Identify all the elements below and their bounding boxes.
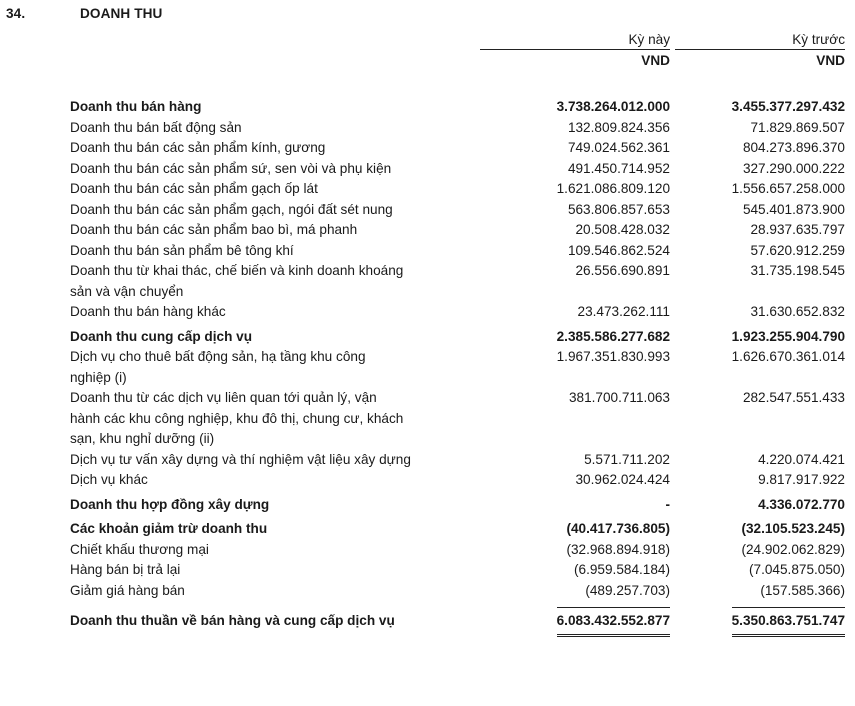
current-value: [500, 261, 670, 282]
table-row: [70, 540, 845, 561]
current-value: [500, 347, 670, 368]
previous-value-text: 3.455.377.297.432: [731, 99, 845, 114]
row-label: sản và vận chuyển: [70, 283, 184, 299]
previous-value-text: (24.902.062.829): [741, 541, 845, 557]
table-row: [70, 220, 845, 241]
previous-value-text: 9.817.917.922: [758, 472, 845, 487]
current-value: [500, 495, 670, 516]
previous-value: [670, 261, 845, 282]
current-value: [500, 97, 670, 118]
row-label: Doanh thu hợp đồng xây dựng: [70, 496, 270, 512]
current-value: [500, 200, 670, 221]
current-value-text: 381.700.711.063: [568, 390, 670, 405]
section-heading: [6, 6, 162, 21]
row-label: nghiệp (i): [70, 369, 127, 385]
current-value-text: 109.546.862.524: [567, 242, 670, 258]
current-value-text: 749.024.562.361: [567, 140, 670, 155]
current-value-text: 30.962.024.424: [575, 472, 670, 487]
table-row: [70, 450, 845, 471]
current-value: [500, 607, 670, 637]
table-row: [70, 347, 845, 368]
current-value-text: 491.450.714.952: [567, 160, 670, 176]
table-row: [70, 159, 845, 180]
previous-value-text: 71.829.869.507: [750, 119, 845, 135]
table-row: [70, 388, 845, 409]
row-label: Doanh thu từ khai thác, chế biến và kinh doanh khoáng: [70, 263, 404, 278]
current-value: [500, 241, 670, 262]
previous-value: [670, 540, 845, 561]
row-label: Doanh thu bán bất động sản: [70, 119, 242, 135]
current-value-text: (32.968.894.918): [566, 541, 670, 557]
previous-value: [670, 560, 845, 581]
current-value: [500, 450, 670, 471]
previous-value-text: 4.336.072.770: [758, 496, 845, 512]
row-label: Dịch vụ cho thuê bất động sản, hạ tầng khu công: [70, 349, 366, 364]
current-value: [500, 220, 670, 241]
table-row: [70, 138, 845, 159]
previous-value: [670, 159, 845, 180]
row-label: Doanh thu cung cấp dịch vụ: [70, 328, 253, 344]
table-row: [70, 470, 845, 491]
revenue-table: [70, 97, 845, 637]
previous-value-text: 31.735.198.545: [750, 263, 845, 278]
previous-value: [670, 495, 845, 516]
previous-value-text: 1.923.255.904.790: [731, 328, 845, 344]
previous-period-label: Kỳ trước: [675, 32, 845, 50]
table-row: [70, 429, 845, 450]
previous-value: [670, 179, 845, 200]
current-value: [500, 581, 670, 602]
current-period-header: [480, 32, 670, 68]
current-value-text: 1.621.086.809.120: [556, 181, 670, 196]
row-label: Các khoản giảm trừ doanh thu: [70, 521, 268, 536]
current-value: [500, 470, 670, 491]
current-value-text: 132.809.824.356: [567, 119, 670, 135]
previous-value-text: 31.630.652.832: [750, 304, 845, 319]
previous-value-text: (7.045.875.050): [749, 562, 845, 577]
previous-value-text: (157.585.366): [760, 582, 845, 598]
previous-value-text: 1.626.670.361.014: [731, 349, 845, 364]
table-row: [70, 581, 845, 602]
current-value-text: -: [665, 496, 670, 512]
row-label: Doanh thu bán các sản phẩm kính, gương: [70, 140, 326, 155]
current-value-text: 1.967.351.830.993: [556, 349, 670, 364]
table-row: [70, 179, 845, 200]
table-row: [70, 118, 845, 139]
previous-value-text: 545.401.873.900: [742, 201, 845, 217]
current-period-label: Kỳ này: [480, 32, 670, 50]
previous-value: [670, 220, 845, 241]
current-value: [500, 159, 670, 180]
table-row: [70, 409, 845, 430]
previous-value: [670, 200, 845, 221]
previous-value-text: 1.556.657.258.000: [731, 181, 845, 196]
current-value-text: 5.571.711.202: [584, 451, 670, 467]
table-row: [70, 97, 845, 118]
row-label: Doanh thu bán hàng: [70, 99, 202, 114]
current-value-text: 6.083.432.552.877: [557, 607, 670, 637]
section-number: 34.: [6, 6, 26, 21]
previous-value: [670, 138, 845, 159]
row-label: Chiết khấu thương mại: [70, 541, 209, 557]
previous-value-text: 282.547.551.433: [742, 390, 845, 405]
table-row: [70, 261, 845, 282]
table-row: [70, 368, 845, 389]
previous-value: [670, 347, 845, 368]
previous-value: [670, 241, 845, 262]
row-label: Doanh thu bán các sản phẩm gạch ốp lát: [70, 181, 318, 196]
current-value-text: 2.385.586.277.682: [556, 328, 670, 344]
current-period-unit: VND: [641, 53, 670, 68]
current-value: [500, 302, 670, 323]
current-value: [500, 327, 670, 348]
table-row: [70, 519, 845, 540]
previous-value: [670, 519, 845, 540]
current-value: [500, 179, 670, 200]
previous-value-text: 804.273.896.370: [742, 140, 845, 155]
table-row: [70, 327, 845, 348]
row-label: Doanh thu bán hàng khác: [70, 304, 226, 319]
current-value: [500, 138, 670, 159]
current-value-text: (489.257.703): [585, 582, 670, 598]
previous-value: [670, 327, 845, 348]
row-label: Doanh thu bán sản phẩm bê tông khí: [70, 242, 294, 258]
row-label: Dịch vụ tư vấn xây dựng và thí nghiệm vật liệu xây dựng: [70, 451, 411, 467]
previous-value-text: 327.290.000.222: [742, 160, 845, 176]
previous-value: [670, 450, 845, 471]
row-label: Hàng bán bị trả lại: [70, 562, 181, 577]
previous-value: [670, 581, 845, 602]
current-value: [500, 519, 670, 540]
current-value-text: (6.959.584.184): [574, 562, 670, 577]
previous-value: [670, 470, 845, 491]
current-value-text: 20.508.428.032: [575, 222, 670, 237]
row-label: sạn, khu nghỉ dưỡng (ii): [70, 431, 215, 446]
table-row: [70, 241, 845, 262]
current-value: [500, 388, 670, 409]
previous-value: [670, 388, 845, 409]
row-label: Doanh thu thuần về bán hàng và cung cấp dịch vụ: [70, 613, 395, 628]
table-row: [70, 495, 845, 516]
previous-value-text: 4.220.074.421: [758, 451, 845, 467]
section-title: DOANH THU: [80, 6, 163, 21]
current-value: [500, 118, 670, 139]
previous-value-text: 57.620.912.259: [750, 242, 845, 258]
current-value-text: 563.806.857.653: [567, 201, 670, 217]
row-label: Doanh thu bán các sản phẩm gạch, ngói đất sét nung: [70, 201, 393, 217]
total-row: [70, 607, 845, 637]
previous-value: [670, 607, 845, 637]
row-label: Dịch vụ khác: [70, 472, 148, 487]
row-label: Doanh thu bán các sản phẩm bao bì, má phanh: [70, 222, 358, 237]
previous-period-header: [675, 32, 845, 68]
row-label: Doanh thu bán các sản phẩm sứ, sen vòi và phụ kiện: [70, 160, 392, 176]
current-value: [500, 540, 670, 561]
row-label: hành các khu công nghiệp, khu đô thị, chung cư, khách: [70, 410, 404, 426]
table-row: [70, 302, 845, 323]
table-row: [70, 282, 845, 303]
current-value-text: (40.417.736.805): [566, 521, 670, 536]
table-row: [70, 560, 845, 581]
previous-value: [670, 97, 845, 118]
table-row: [70, 200, 845, 221]
previous-value-text: (32.105.523.245): [741, 521, 845, 536]
current-value: [500, 560, 670, 581]
previous-value: [670, 302, 845, 323]
previous-value: [670, 118, 845, 139]
current-value-text: 26.556.690.891: [575, 263, 670, 278]
current-value-text: 3.738.264.012.000: [556, 99, 670, 114]
previous-value-text: 5.350.863.751.747: [732, 607, 845, 637]
previous-period-unit: VND: [816, 53, 845, 68]
row-label: Giảm giá hàng bán: [70, 582, 185, 598]
current-value-text: 23.473.262.111: [577, 304, 670, 319]
row-label: Doanh thu từ các dịch vụ liên quan tới quản lý, vận: [70, 390, 377, 405]
previous-value-text: 28.937.635.797: [750, 222, 845, 237]
